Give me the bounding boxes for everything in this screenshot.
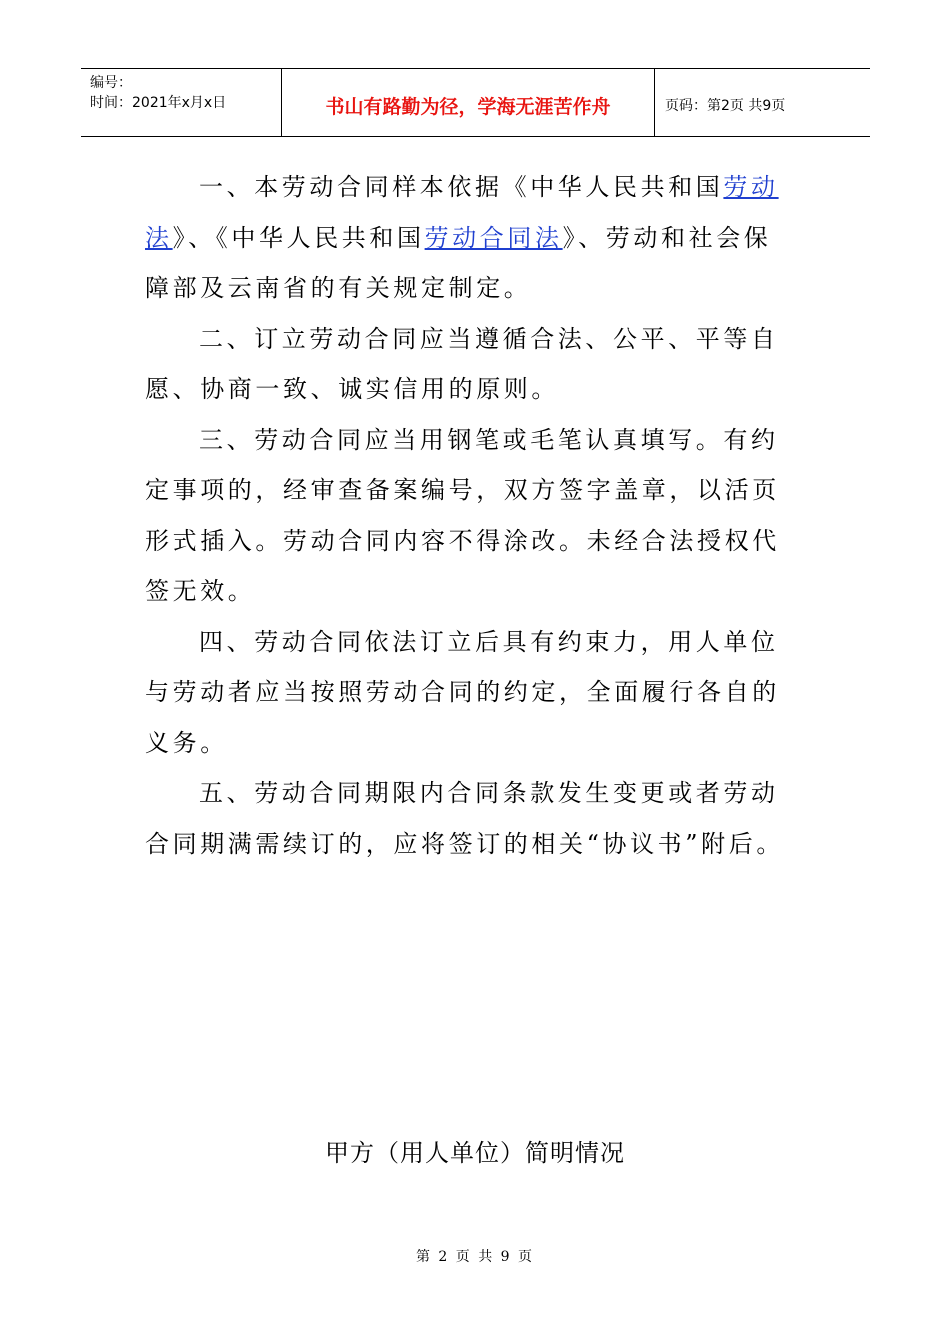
document-number-label: 编号： <box>90 75 132 91</box>
section-title: 甲方（用人单位）简明情况 <box>325 1139 625 1167</box>
document-body <box>145 162 795 869</box>
paragraph-1-text-a: 一、本劳动合同样本依据《中华人民共和国 <box>199 173 724 201</box>
paragraph-3: 三、劳动合同应当用钢笔或毛笔认真填写。有约定事项的，经审查备案编号，双方签字盖章，以活页形式插入。劳动合同内容不得涂改。未经合法授权代签无效。 <box>145 425 780 605</box>
document-date: 时间：2021年x月x日 <box>90 95 227 111</box>
paragraph-1-text-b: 》、《中华人民共和国 <box>172 223 425 252</box>
paragraph-2: 二、订立劳动合同应当遵循合法、公平、平等自愿、协商一致、诚实信用的原则。 <box>145 324 779 403</box>
header-motto: 书山有路勤为径，学海无涯苦作舟 <box>282 69 655 136</box>
page-footer: 第 2 页 共 9 页 <box>415 1249 535 1265</box>
labor-contract-law-link[interactable]: 劳动合同法 <box>424 223 563 252</box>
labor-law-link[interactable]: 劳动法 <box>145 173 779 252</box>
paragraph-1-text-c: 》、劳动和社会保障部及云南省的有关规定制定。 <box>145 223 772 302</box>
paragraph-1 <box>145 162 795 314</box>
paragraph-4: 四、劳动合同依法订立后具有约束力，用人单位与劳动者应当按照劳动合同的约定，全面履行各自的义务。 <box>145 627 780 757</box>
page-header <box>81 68 870 137</box>
header-meta <box>81 69 282 136</box>
paragraph-5: 五、劳动合同期限内合同条款发生变更或者劳动合同期满需续订的，应将签订的相关“协议书”附后。 <box>145 779 784 858</box>
header-page-info: 页码：第2页 共9页 <box>665 97 786 114</box>
